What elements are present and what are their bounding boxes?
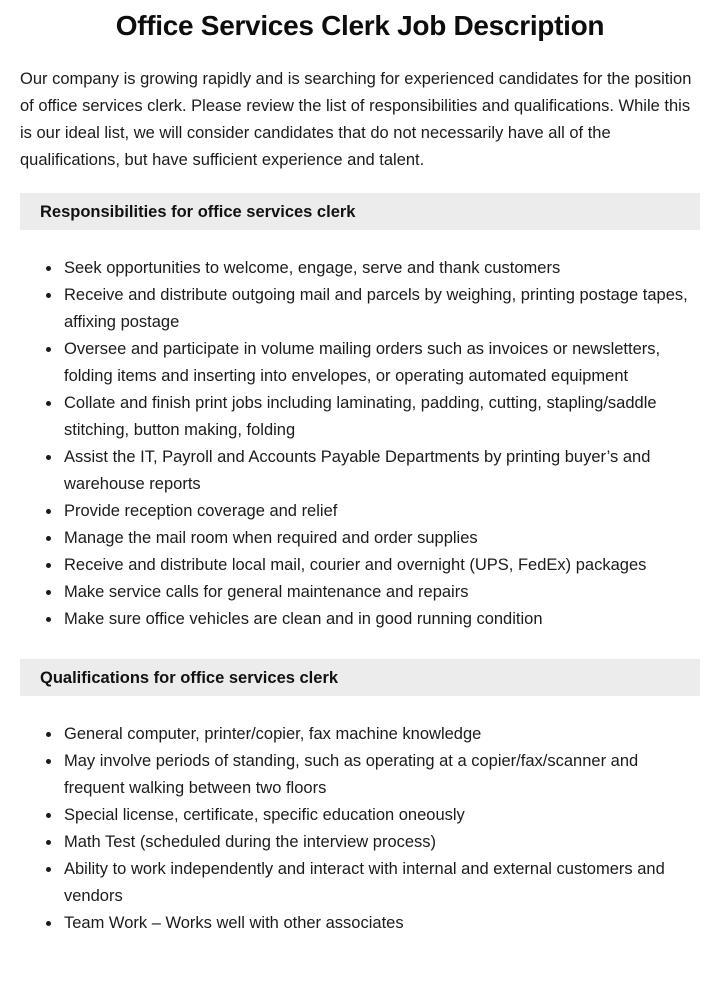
intro-paragraph: Our company is growing rapidly and is searching for experienced candidates for the position of office services clerk. Please review the list of responsibilities and qualifications. While this is our ideal list, we will consider candidates that do not necessarily have all of the qualifications, but have sufficient experience and talent. [20,70,692,170]
list-item: • Provide reception coverage and relief [62,498,700,525]
list-item: • Special license, certificate, specific education oneously [62,802,700,829]
list-item: • Make service calls for general maintenance and repairs [62,579,700,606]
responsibilities-list [20,255,700,633]
list-item: • Math Test (scheduled during the interview process) [62,829,700,856]
list-item: • Make sure office vehicles are clean and in good running condition [62,606,700,633]
section-header-responsibilities [20,193,700,230]
page-title: Office Services Clerk Job Description [115,10,605,41]
list-item: • May involve periods of standing, such as operating at a copier/fax/scanner and frequent walking between two floors [62,748,700,802]
list-item: • Manage the mail room when required and order supplies [62,525,700,552]
section-header-qualifications [20,659,700,696]
section-header-responsibilities-text: Responsibilities for office services clerk [40,203,356,222]
list-item: • Receive and distribute local mail, courier and overnight (UPS, FedEx) packages [62,552,700,579]
list-item: • Ability to work independently and interact with internal and external customers and vendors [62,856,700,910]
list-item: • Collate and finish print jobs including laminating, padding, cutting, stapling/saddle stitching, button making, folding [62,390,700,444]
qualifications-list [20,721,700,937]
list-item: • Team Work – Works well with other associates [62,910,700,937]
list-item: • Oversee and participate in volume mailing orders such as invoices or newsletters, folding items and inserting into envelopes, or operating automated equipment [62,336,700,390]
list-item: • Assist the IT, Payroll and Accounts Payable Departments by printing buyer’s and warehouse reports [62,444,700,498]
list-item: • General computer, printer/copier, fax machine knowledge [62,721,700,748]
document-page [0,10,720,937]
list-item: • Seek opportunities to welcome, engage, serve and thank customers [62,255,700,282]
list-item: • Receive and distribute outgoing mail and parcels by weighing, printing postage tapes, affixing postage [62,282,700,336]
section-header-qualifications-text: Qualifications for office services clerk [40,669,339,688]
